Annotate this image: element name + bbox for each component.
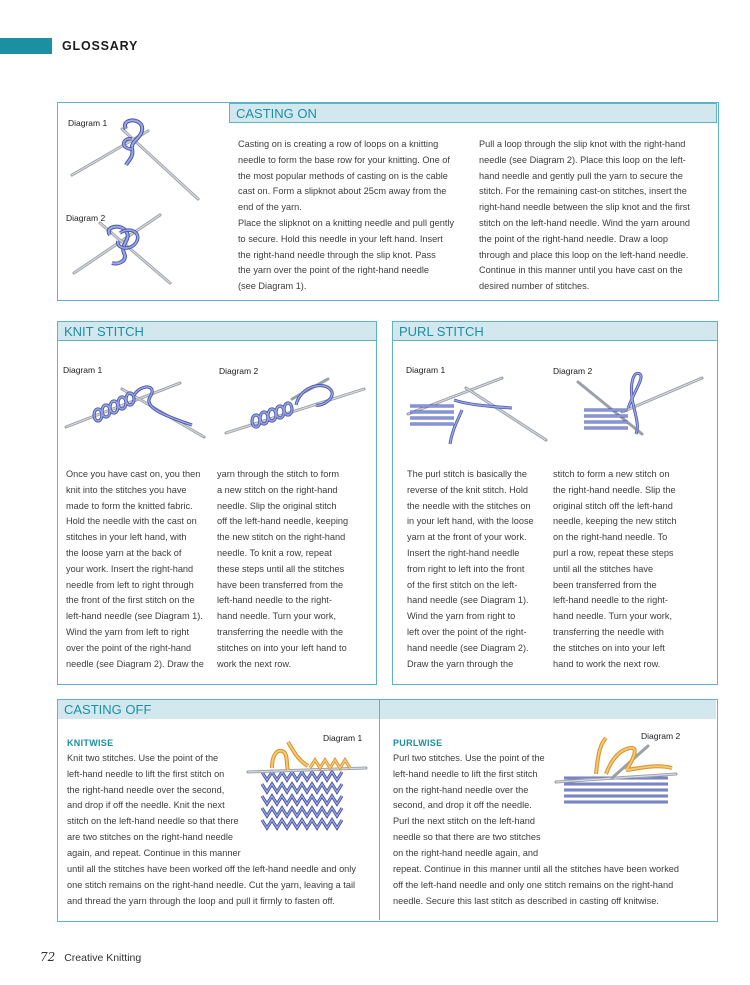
- purl-diagram1-illustration: [402, 370, 552, 445]
- knitwise-paragraph-top: Knit two stitches. Use the point of the left-hand needle to lift the first stitch on the right-hand needle over the second, and drop if off the needle. Knit the next stitch on the left-hand needle so that there are two stitches on the right-hand needle again, and repeat. Continue in this manner: [67, 753, 241, 858]
- purlwise-diagram-label: Diagram 2: [641, 731, 681, 741]
- casting-off-header: CASTING OFF: [58, 700, 716, 719]
- purl-diagram2-illustration: [572, 368, 712, 443]
- purlwise-paragraph-top: Purl two stitches. Use the point of the left-hand needle to lift the first stitch on the right-hand needle over the second, and drop it off the needle. Purl the next stitch on the left-hand needle so that there are two stitches on the right-hand needle again, and: [393, 753, 545, 858]
- knit-diagram1-illustration: [62, 375, 212, 445]
- knitwise-diagram-label: Diagram 1: [323, 733, 363, 743]
- publication-title: Creative Knitting: [64, 952, 142, 964]
- knit-text-col1: [66, 467, 212, 672]
- purl-diagram1-label: Diagram 1: [406, 365, 446, 375]
- purlwise-diagram-illustration: [556, 734, 706, 814]
- purlwise-text-top: [393, 751, 563, 862]
- casting-on-diagram2-label: Diagram 2: [66, 213, 106, 223]
- section-color-bar: [0, 38, 52, 54]
- knitwise-text-top: [67, 751, 267, 862]
- knitwise-paragraph-bottom: until all the stitches have been worked off the left-hand needle and only one stitch remains on the right-hand needle. Cut the yarn, leaving a tail and thread the yarn through the loop and pull it firmly to fasten off.: [67, 864, 356, 906]
- section-title: GLOSSARY: [62, 39, 139, 53]
- knitwise-text-bottom: [67, 862, 377, 909]
- knit-paragraph-1: Once you have cast on, you then knit into the stitches you have made to form the knitted fabric. Hold the needle with the cast on stitches in your left hand, with the loose yarn at the back of your work. Insert the right-hand needle from left to right through the front of the first stitch on the left-hand needle (see Diagram 1). Wind the yarn from left to right over the point of the right-hand needle (see Diagram 2). Draw the: [66, 469, 204, 669]
- casting-on-text-col2: [479, 137, 713, 295]
- page-footer: [40, 950, 141, 964]
- purlwise-paragraph-bottom: repeat. Continue in this manner until all the stitches have been worked off the left-hand needle and only one stitch remains on the right-hand needle. Secure this last stitch as described in casting off knitwise.: [393, 864, 680, 906]
- knit-diagram1-label: Diagram 1: [63, 365, 103, 375]
- purl-paragraph-2: stitch to form a new stitch on the right-hand needle. Slip the original stitch off the left-hand needle, keeping the new stitch on the right-hand needle. To purl a row, repeat these steps until all the stitches have been transferred from the left-hand needle to the right- hand needle. Turn your work, transferring the needle with the stitches on into your left hand to work the next row.: [553, 469, 677, 669]
- purlwise-title: PURLWISE: [393, 738, 443, 748]
- knit-paragraph-2: yarn through the stitch to form a new stitch on the right-hand needle. Slip the original stitch off the left-hand needle, keeping the new stitch on the right-hand needle. To knit a row, repeat these steps until all the stitches have been transferred from the left-hand needle to the right- hand needle. Turn your work, transferring the needle with the stitches on into your left hand to work the next row.: [217, 469, 349, 669]
- knit-stitch-header: KNIT STITCH: [57, 321, 377, 341]
- casting-on-paragraph-2: Pull a loop through the slip knot with the right-hand needle (see Diagram 2). Place this loop on the left- hand needle and gently pull the yarn to secure the stitch. For the remaining cast-on stitches, insert the right-hand needle between the slip knot and the first stitch on the left-hand needle. Wind the yarn around the point of the right-hand needle. Draw a loop through and place this loop on the left-hand needle. Continue in this manner until you have cast on the desired number of stitches.: [479, 139, 690, 292]
- casting-on-header: CASTING ON: [229, 103, 717, 123]
- casting-on-text-col1: [238, 137, 470, 295]
- page-number: 72: [40, 950, 56, 964]
- casting-off-divider: [379, 700, 380, 920]
- purl-text-col2: [553, 467, 713, 672]
- casting-on-diagram2-illustration: [60, 205, 220, 295]
- purl-paragraph-1: The purl stitch is basically the reverse of the knit stitch. Hold the needle with the stitches on in your left hand, with the loose yarn at the front of your work. Insert the right-hand needle from right to left into the front of the first stitch on the left- hand needle (see Diagram 1). Wind the yarn from right to left over the point of the right- hand needle (see Diagram 2). Draw the yarn through the: [407, 469, 534, 669]
- casting-on-diagram1-label: Diagram 1: [68, 118, 108, 128]
- casting-on-diagram1-illustration: [60, 115, 220, 205]
- knit-diagram2-illustration: [222, 375, 372, 445]
- purl-stitch-header: PURL STITCH: [392, 321, 718, 341]
- purl-text-col1: [407, 467, 553, 672]
- knitwise-title: KNITWISE: [67, 738, 114, 748]
- purl-diagram2-label: Diagram 2: [553, 366, 593, 376]
- purlwise-text-bottom: [393, 862, 713, 909]
- knit-text-col2: [217, 467, 369, 672]
- casting-on-paragraph-1: Casting on is creating a row of loops on a knitting needle to form the base row for your knitting. One of the most popular methods of casting on is the cable cast on. Form a slipknot about 25cm away from the end of the yarn. Place the slipknot on a knitting needle and pull gently to secure. Hold this needle in your left hand. Insert the right-hand needle through the slip knot. Pass the yarn over the point of the right-hand needle (see Diagram 1).: [238, 139, 455, 292]
- knit-diagram2-label: Diagram 2: [219, 366, 259, 376]
